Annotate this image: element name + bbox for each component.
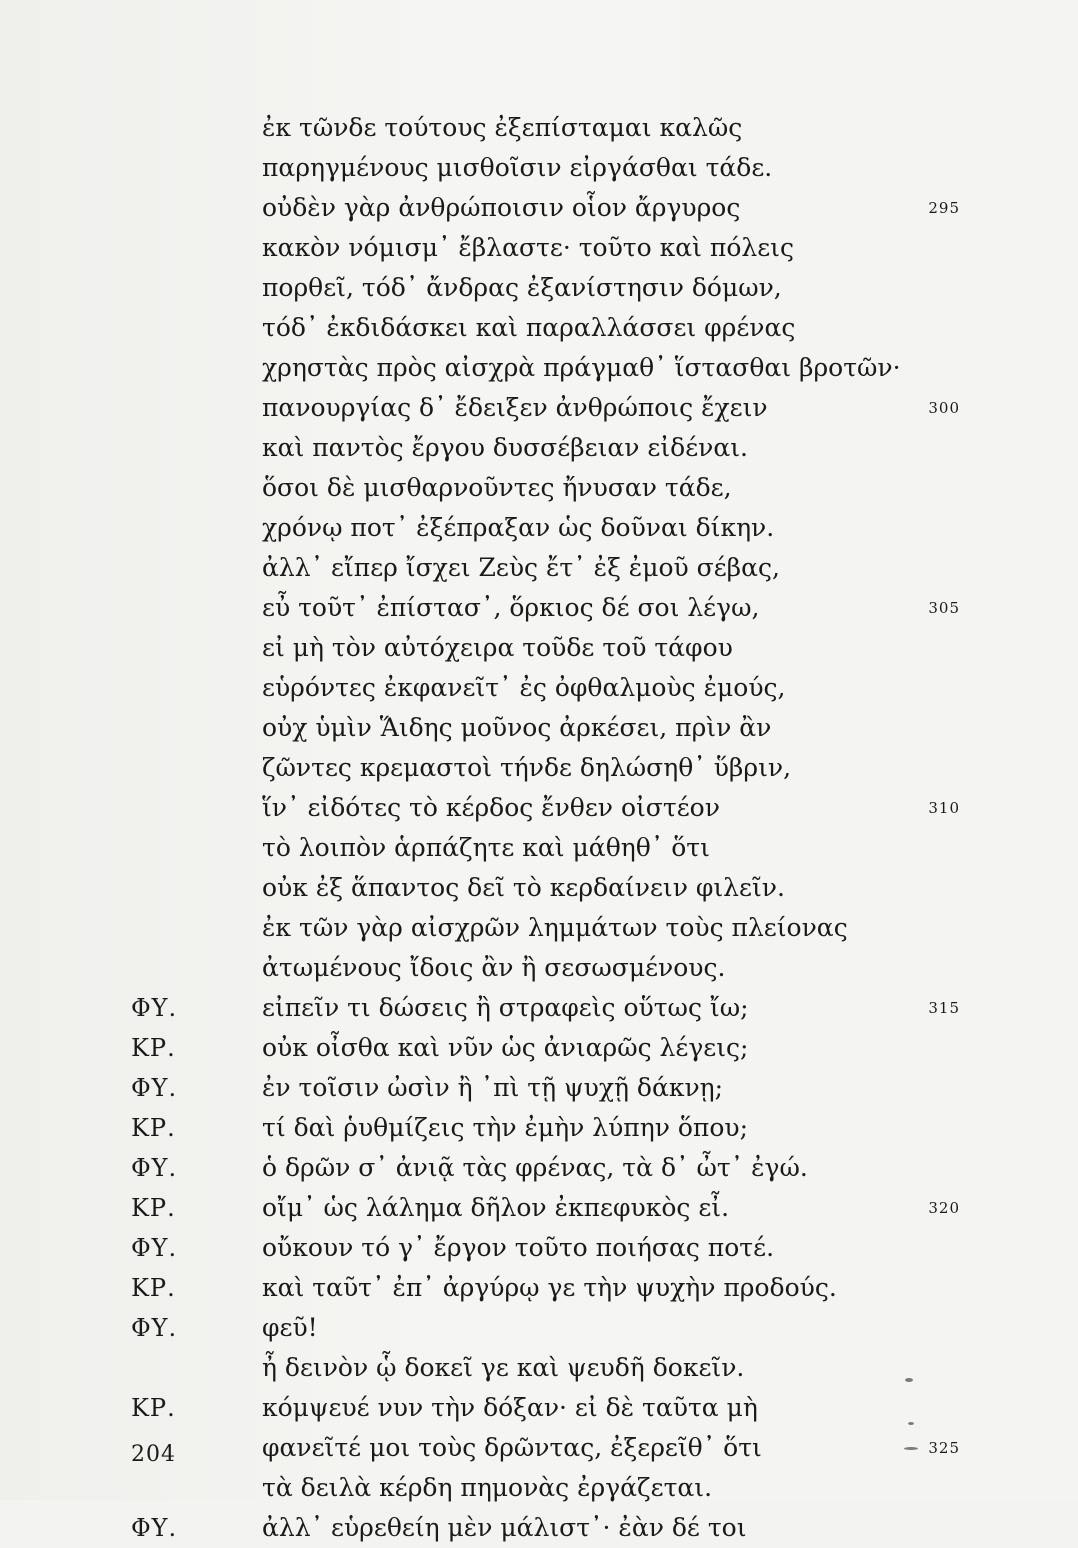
speaker-label: ΦΥ. bbox=[131, 994, 178, 1022]
verse-text: ἐκ τῶνδε τούτους ἐξεπίσταμαι καλῶς bbox=[262, 113, 743, 142]
verse-line bbox=[0, 628, 1078, 668]
page-number: 204 bbox=[131, 1442, 176, 1467]
verse-line bbox=[0, 268, 1078, 308]
verse-line bbox=[0, 1148, 1078, 1188]
verse-text: φεῦ! bbox=[262, 1313, 318, 1342]
line-number: 300 bbox=[928, 399, 960, 417]
verse-text: τὰ δειλὰ κέρδη πημονὰς ἐργάζεται. bbox=[262, 1473, 713, 1502]
line-number: 325 bbox=[928, 1439, 960, 1457]
line-number: 295 bbox=[928, 199, 960, 217]
verse-text: οὔκουν τό γ᾽ ἔργον τοῦτο ποιήσας ποτέ. bbox=[262, 1233, 775, 1262]
verse-text: κόμψευέ νυν τὴν δόξαν· εἰ δὲ ταῦτα μὴ bbox=[262, 1393, 758, 1422]
speaker-label: ΦΥ. bbox=[131, 1314, 178, 1342]
verse-text: καὶ παντὸς ἔργου δυσσέβειαν εἰδέναι. bbox=[262, 433, 748, 462]
verse-text: ἵν᾽ εἰδότες τὸ κέρδος ἔνθεν οἰστέον bbox=[262, 793, 720, 822]
verse-line bbox=[0, 1388, 1078, 1428]
speaker-label: ΚΡ. bbox=[131, 1194, 176, 1222]
verse-text: πανουργίας δ᾽ ἔδειξεν ἀνθρώποις ἔχειν bbox=[262, 393, 768, 422]
verse-text: ἀτωμένους ἴδοις ἂν ἢ σεσωσμένους. bbox=[262, 953, 726, 982]
verse-text: οὐδὲν γὰρ ἀνθρώποισιν οἷον ἄργυρος bbox=[262, 193, 741, 222]
verse-line bbox=[0, 1108, 1078, 1148]
speaker-label: ΦΥ. bbox=[131, 1154, 178, 1182]
ink-mark bbox=[908, 1422, 914, 1425]
verse-line bbox=[0, 308, 1078, 348]
verse-line bbox=[0, 1228, 1078, 1268]
verse-line bbox=[0, 388, 1078, 428]
line-number: 320 bbox=[928, 1199, 960, 1217]
speaker-label: ΚΡ. bbox=[131, 1034, 176, 1062]
verse-text: ἐν τοῖσιν ὠσὶν ἢ ᾽πὶ τῇ ψυχῇ δάκνῃ; bbox=[262, 1073, 724, 1102]
verse-line bbox=[0, 148, 1078, 188]
verse-text: εὖ τοῦτ᾽ ἐπίστασ᾽, ὅρκιος δέ σοι λέγω, bbox=[262, 593, 760, 622]
verse-block bbox=[0, 108, 1078, 1548]
verse-line bbox=[0, 588, 1078, 628]
verse-text: ζῶντες κρεμαστοὶ τήνδε δηλώσηθ᾽ ὕβριν, bbox=[262, 753, 792, 782]
verse-line bbox=[0, 668, 1078, 708]
verse-line bbox=[0, 988, 1078, 1028]
line-number: 310 bbox=[928, 799, 960, 817]
verse-text: πορθεῖ, τόδ᾽ ἄνδρας ἐξανίστησιν δόμων, bbox=[262, 273, 782, 302]
verse-line bbox=[0, 868, 1078, 908]
verse-line bbox=[0, 468, 1078, 508]
verse-line bbox=[0, 1308, 1078, 1348]
verse-line bbox=[0, 1468, 1078, 1508]
verse-text: τόδ᾽ ἐκδιδάσκει καὶ παραλλάσσει φρένας bbox=[262, 313, 796, 342]
verse-text: παρηγμένους μισθοῖσιν εἰργάσθαι τάδε. bbox=[262, 153, 773, 182]
line-number: 315 bbox=[928, 999, 960, 1017]
verse-text: φανεῖτέ μοι τοὺς δρῶντας, ἐξερεῖθ᾽ ὅτι bbox=[262, 1433, 762, 1462]
verse-text: ὁ δρῶν σ᾽ ἀνιᾷ τὰς φρένας, τὰ δ᾽ ὦτ᾽ ἐγώ. bbox=[262, 1153, 808, 1182]
verse-line bbox=[0, 788, 1078, 828]
verse-line bbox=[0, 1188, 1078, 1228]
verse-line bbox=[0, 188, 1078, 228]
verse-text: χρηστὰς πρὸς αἰσχρὰ πράγμαθ᾽ ἵστασθαι βροτῶν· bbox=[262, 353, 901, 382]
verse-text: ἀλλ᾽ εἴπερ ἴσχει Ζεὺς ἔτ᾽ ἐξ ἐμοῦ σέβας, bbox=[262, 553, 780, 582]
verse-line bbox=[0, 1068, 1078, 1108]
verse-line bbox=[0, 748, 1078, 788]
verse-line bbox=[0, 828, 1078, 868]
verse-text: εὑρόντες ἐκφανεῖτ᾽ ἐς ὀφθαλμοὺς ἐμούς, bbox=[262, 673, 786, 702]
verse-line bbox=[0, 1508, 1078, 1548]
speaker-label: ΦΥ. bbox=[131, 1234, 178, 1262]
verse-line bbox=[0, 708, 1078, 748]
verse-text: οἴμ᾽ ὡς λάλημα δῆλον ἐκπεφυκὸς εἶ. bbox=[262, 1193, 730, 1222]
verse-text: εἰ μὴ τὸν αὐτόχειρα τοῦδε τοῦ τάφου bbox=[262, 633, 733, 662]
verse-text: καὶ ταῦτ᾽ ἐπ᾽ ἀργύρῳ γε τὴν ψυχὴν προδούς. bbox=[262, 1273, 837, 1302]
verse-line bbox=[0, 948, 1078, 988]
verse-text: εἰπεῖν τι δώσεις ἢ στραφεὶς οὕτως ἴω; bbox=[262, 993, 749, 1022]
verse-text: τί δαὶ ῥυθμίζεις τὴν ἐμὴν λύπην ὅπου; bbox=[262, 1113, 748, 1142]
verse-text: ἦ δεινὸν ᾧ δοκεῖ γε καὶ ψευδῆ δοκεῖν. bbox=[262, 1353, 745, 1382]
line-number: 305 bbox=[928, 599, 960, 617]
verse-text: ἐκ τῶν γὰρ αἰσχρῶν λημμάτων τοὺς πλείονας bbox=[262, 913, 848, 942]
verse-text: κακὸν νόμισμ᾽ ἔβλαστε· τοῦτο καὶ πόλεις bbox=[262, 233, 794, 262]
verse-line bbox=[0, 1348, 1078, 1388]
verse-line bbox=[0, 428, 1078, 468]
verse-line bbox=[0, 908, 1078, 948]
ink-mark bbox=[905, 1378, 913, 1382]
verse-line bbox=[0, 228, 1078, 268]
ink-mark bbox=[904, 1447, 918, 1450]
verse-line bbox=[0, 548, 1078, 588]
speaker-label: ΦΥ. bbox=[131, 1514, 178, 1542]
verse-text: τὸ λοιπὸν ἁρπάζητε καὶ μάθηθ᾽ ὅτι bbox=[262, 833, 710, 862]
verse-text: χρόνῳ ποτ᾽ ἐξέπραξαν ὡς δοῦναι δίκην. bbox=[262, 513, 775, 542]
verse-text: οὐκ ἐξ ἅπαντος δεῖ τὸ κερδαίνειν φιλεῖν. bbox=[262, 873, 785, 902]
speaker-label: ΚΡ. bbox=[131, 1394, 176, 1422]
verse-line bbox=[0, 108, 1078, 148]
speaker-label: ΚΡ. bbox=[131, 1114, 176, 1142]
verse-line bbox=[0, 348, 1078, 388]
verse-text: οὐχ ὑμὶν Ἅιδης μοῦνος ἀρκέσει, πρὶν ἂν bbox=[262, 713, 772, 742]
speaker-label: ΦΥ. bbox=[131, 1074, 178, 1102]
verse-line bbox=[0, 508, 1078, 548]
verse-text: ὅσοι δὲ μισθαρνοῦντες ἤνυσαν τάδε, bbox=[262, 473, 732, 502]
verse-text: οὐκ οἶσθα καὶ νῦν ὡς ἀνιαρῶς λέγεις; bbox=[262, 1033, 749, 1062]
verse-text: ἀλλ᾽ εὑρεθείη μὲν μάλιστ᾽· ἐὰν δέ τοι bbox=[262, 1513, 747, 1542]
verse-line bbox=[0, 1028, 1078, 1068]
verse-line bbox=[0, 1268, 1078, 1308]
speaker-label: ΚΡ. bbox=[131, 1274, 176, 1302]
